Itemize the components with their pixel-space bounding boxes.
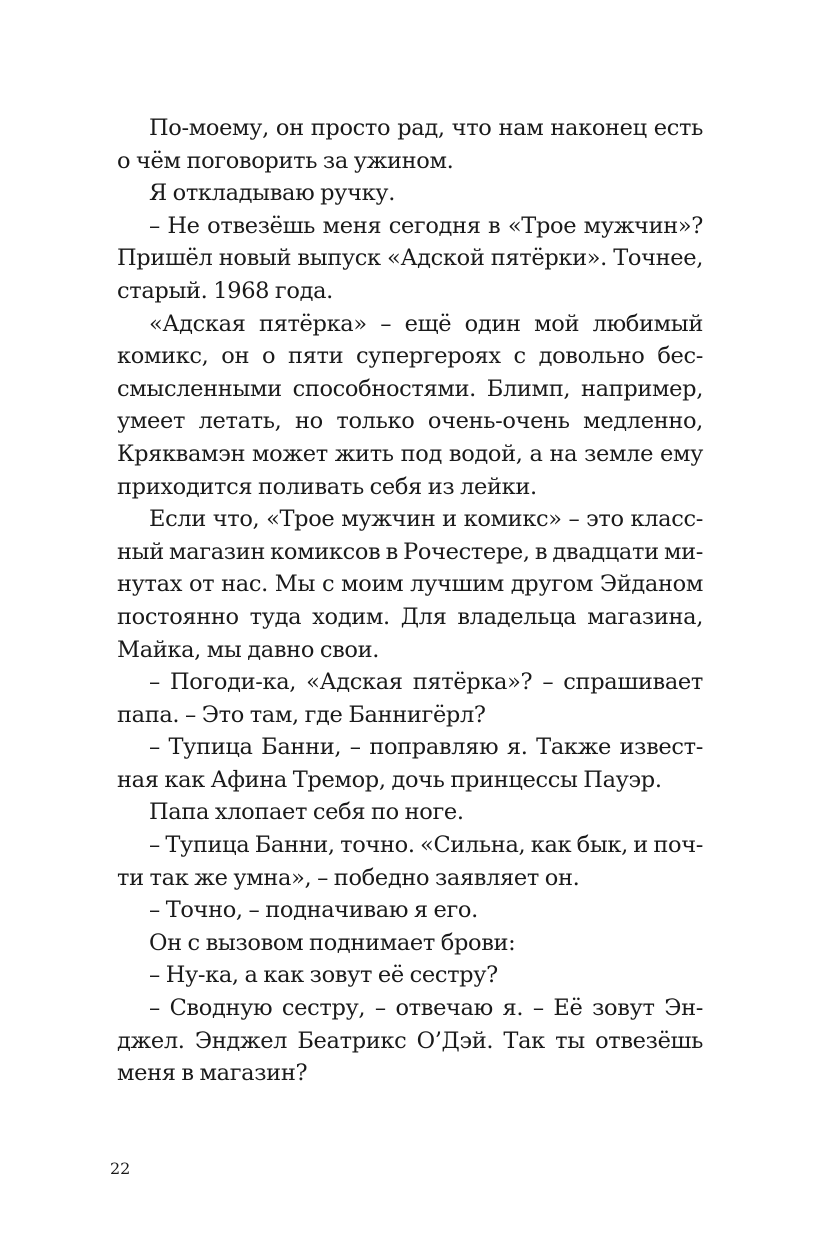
text-line: джел. Энджел Беатрикс О’Дэй. Так ты отвезёшь <box>117 1027 703 1054</box>
text-line: папа. – Это там, где Баннигёрл? <box>117 701 486 728</box>
page-number: 22 <box>110 1159 131 1178</box>
text-line: Он с вызовом поднимает брови: <box>149 929 516 956</box>
text-line: старый. 1968 года. <box>117 277 333 304</box>
text-line: – Тупица Банни, – поправляю я. Также извест- <box>149 734 703 761</box>
text-line: ти так же умна», – победно заявляет он. <box>117 864 580 891</box>
text-line: – Точно, – подначиваю я его. <box>149 897 478 924</box>
text-line: ная как Афина Тремор, дочь принцессы Пауэр. <box>117 766 662 793</box>
text-line: умеет летать, но только очень-очень медленно, <box>117 408 703 435</box>
text-line: Пришёл новый выпуск «Адской пятёрки». Точнее, <box>117 245 703 272</box>
text-line: – Не отвезёшь меня сегодня в «Трое мужчин»? <box>149 212 703 239</box>
text-line: постоянно туда ходим. Для владельца магазина, <box>117 603 703 630</box>
text-line: «Адская пятёрка» – ещё один мой любимый <box>149 310 703 337</box>
text-line: приходится поливать себя из лейки. <box>117 473 537 500</box>
text-line: нутах от нас. Мы с моим лучшим другом Эйданом <box>117 571 703 598</box>
text-line: По-моему, он просто рад, что нам наконец есть <box>149 115 703 141</box>
text-line: – Погоди-ка, «Адская пятёрка»? – спрашивает <box>149 669 703 696</box>
text-line: ный магазин комиксов в Рочестере, в двадцати ми- <box>117 538 703 565</box>
text-line: Папа хлопает себя по ноге. <box>149 799 464 826</box>
text-line: Я откладываю ручку. <box>149 180 395 207</box>
text-line: – Тупица Банни, точно. «Сильна, как бык, и поч- <box>149 832 703 859</box>
text-line: – Сводную сестру, – отвечаю я. – Её зовут Эн- <box>149 995 703 1022</box>
body-text <box>117 112 703 1090</box>
text-line: Майка, мы давно свои. <box>117 636 380 663</box>
text-line: смысленными способностями. Блимп, например, <box>117 375 703 402</box>
text-line: о чём поговорить за ужином. <box>117 147 454 174</box>
text-line: Кряквамэн может жить под водой, а на земле ему <box>117 440 703 467</box>
text-line: – Ну-ка, а как зовут её сестру? <box>149 962 498 989</box>
text-line: меня в магазин? <box>117 1060 308 1087</box>
text-line: Если что, «Трое мужчин и комикс» – это класс- <box>149 506 703 533</box>
text-line: комикс, он о пяти супергероях с довольно бес- <box>117 343 703 370</box>
